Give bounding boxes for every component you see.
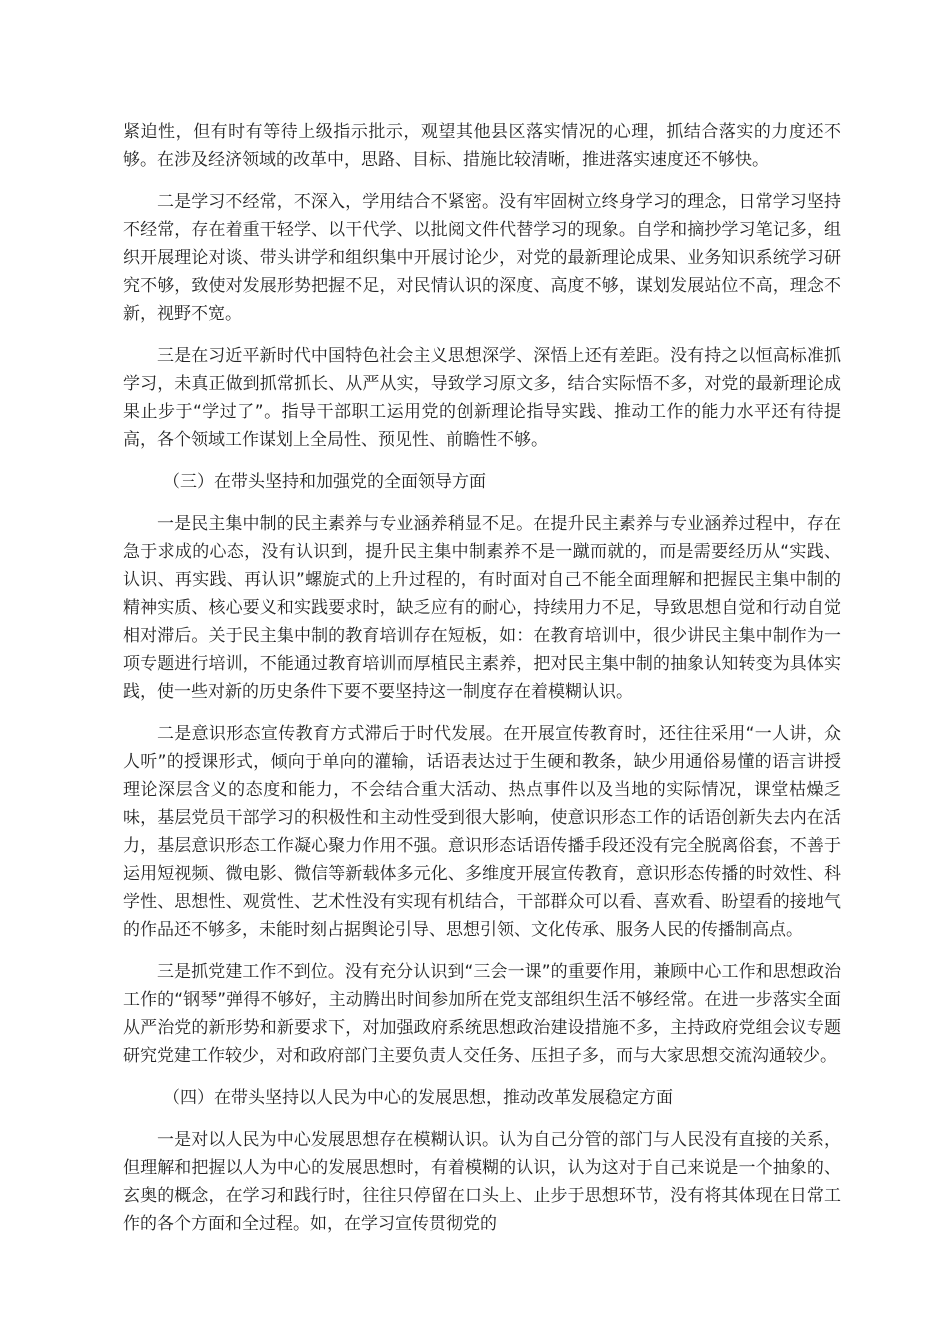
document-page <box>123 118 841 1252</box>
paragraph-democratic-centralism: 一是民主集中制的民主素养与专业涵养稍显不足。在提升民主素养与专业涵养过程中，存在急于求成的心态，没有认识到，提升民主集中制素养不是一蹴而就的，而是需要经历从“实践、认识、再实践、再认识”螺旋式的上升过程的，有时面对自己不能全面理解和把握民主集中制的精神实质、核心要义和实践要求时，缺乏应有的耐心，持续用力不足，导致思想自觉和行动自觉相对滞后。关于民主集中制的教育培训存在短板，如：在教育培训中，很少讲民主集中制作为一项专题进行培训，不能通过教育培训而厚植民主素养，把对民主集中制的抽象认知转变为具体实践，使一些对新的历史条件下要不要坚持这一制度存在着模糊认识。 <box>123 514 841 702</box>
paragraph-party-building: 三是抓党建工作不到位。没有充分认识到“三会一课”的重要作用，兼顾中心工作和思想政治工作的“钢琴”弹得不够好，主动腾出时间参加所在党支部组织生活不够经常。在进一步落实全面从严治党的新形势和新要求下，对加强政府系统思想政治建设措施不多，主持政府党组会议专题研究党建工作较少，对和政府部门主要负责人交任务、压担子多，而与大家思想交流沟通较少。 <box>123 962 841 1066</box>
paragraph-people-centered: 一是对以人民为中心发展思想存在模糊认识。认为自己分管的部门与人民没有直接的关系，但理解和把握以人为中心的发展思想时，有着模糊的认识，认为这对于自己来说是一个抽象的、玄奥的概念，在学习和践行时，往往只停留在口头上、止步于思想环节，没有将其体现在日常工作的各个方面和全过程。如，在学习宣传贯彻党的 <box>123 1130 841 1234</box>
section-heading-3: （三）在带头坚持和加强党的全面领导方面 <box>163 472 486 492</box>
section-heading-4: （四）在带头坚持以人民为中心的发展思想，推动改革发展稳定方面 <box>163 1088 673 1108</box>
paragraph-ideology-education: 二是意识形态宣传教育方式滞后于时代发展。在开展宣传教育时，还往往采用“一人讲，众人听”的授课形式，倾向于单向的灌输，话语表达过于生硬和教条，缺少用通俗易懂的语言讲授理论深层含义的态度和能力，不会结合重大活动、热点事件以及当地的实际情况，课堂枯燥乏味，基层党员干部学习的积极性和主动性受到很大影响，使意识形态工作的话语创新失去内在活力，基层意识形态工作凝心聚力作用不强。意识形态话语传播手段还没有完全脱离俗套，不善于运用短视频、微电影、微信等新载体多元化、多维度开展宣传教育，意识形态传播的时效性、科学性、思想性、观赏性、艺术性没有实现有机结合，干部群众可以看、喜欢看、盼望看的接地气的作品还不够多，未能时刻占据舆论引导、思想引领、文化传承、服务人民的传播制高点。 <box>123 724 841 940</box>
paragraph-study-habits: 二是学习不经常，不深入，学用结合不紧密。没有牢固树立终身学习的理念，日常学习坚持不经常，存在着重干轻学、以干代学、以批阅文件代替学习的现象。自学和摘抄学习笔记多，组织开展理论对谈、带头讲学和组织集中开展讨论少，对党的最新理论成果、业务知识系统学习研究不够，致使对发展形势把握不足，对民情认识的深度、高度不够，谋划发展站位不高，理念不新，视野不宽。 <box>123 192 841 324</box>
paragraph-continuation: 紧迫性，但有时有等待上级指示批示，观望其他县区落实情况的心理，抓结合落实的力度还不够。在涉及经济领域的改革中，思路、目标、措施比较清晰，推进落实速度还不够快。 <box>123 122 841 170</box>
paragraph-theory-understanding: 三是在习近平新时代中国特色社会主义思想深学、深悟上还有差距。没有持之以恒高标准抓学习，未真正做到抓常抓长、从严从实，导致学习原文多，结合实际悟不多，对党的最新理论成果止步于“学过了”。指导干部职工运用党的创新理论指导实践、推动工作的能力水平还有待提高，各个领域工作谋划上全局性、预见性、前瞻性不够。 <box>123 346 841 450</box>
